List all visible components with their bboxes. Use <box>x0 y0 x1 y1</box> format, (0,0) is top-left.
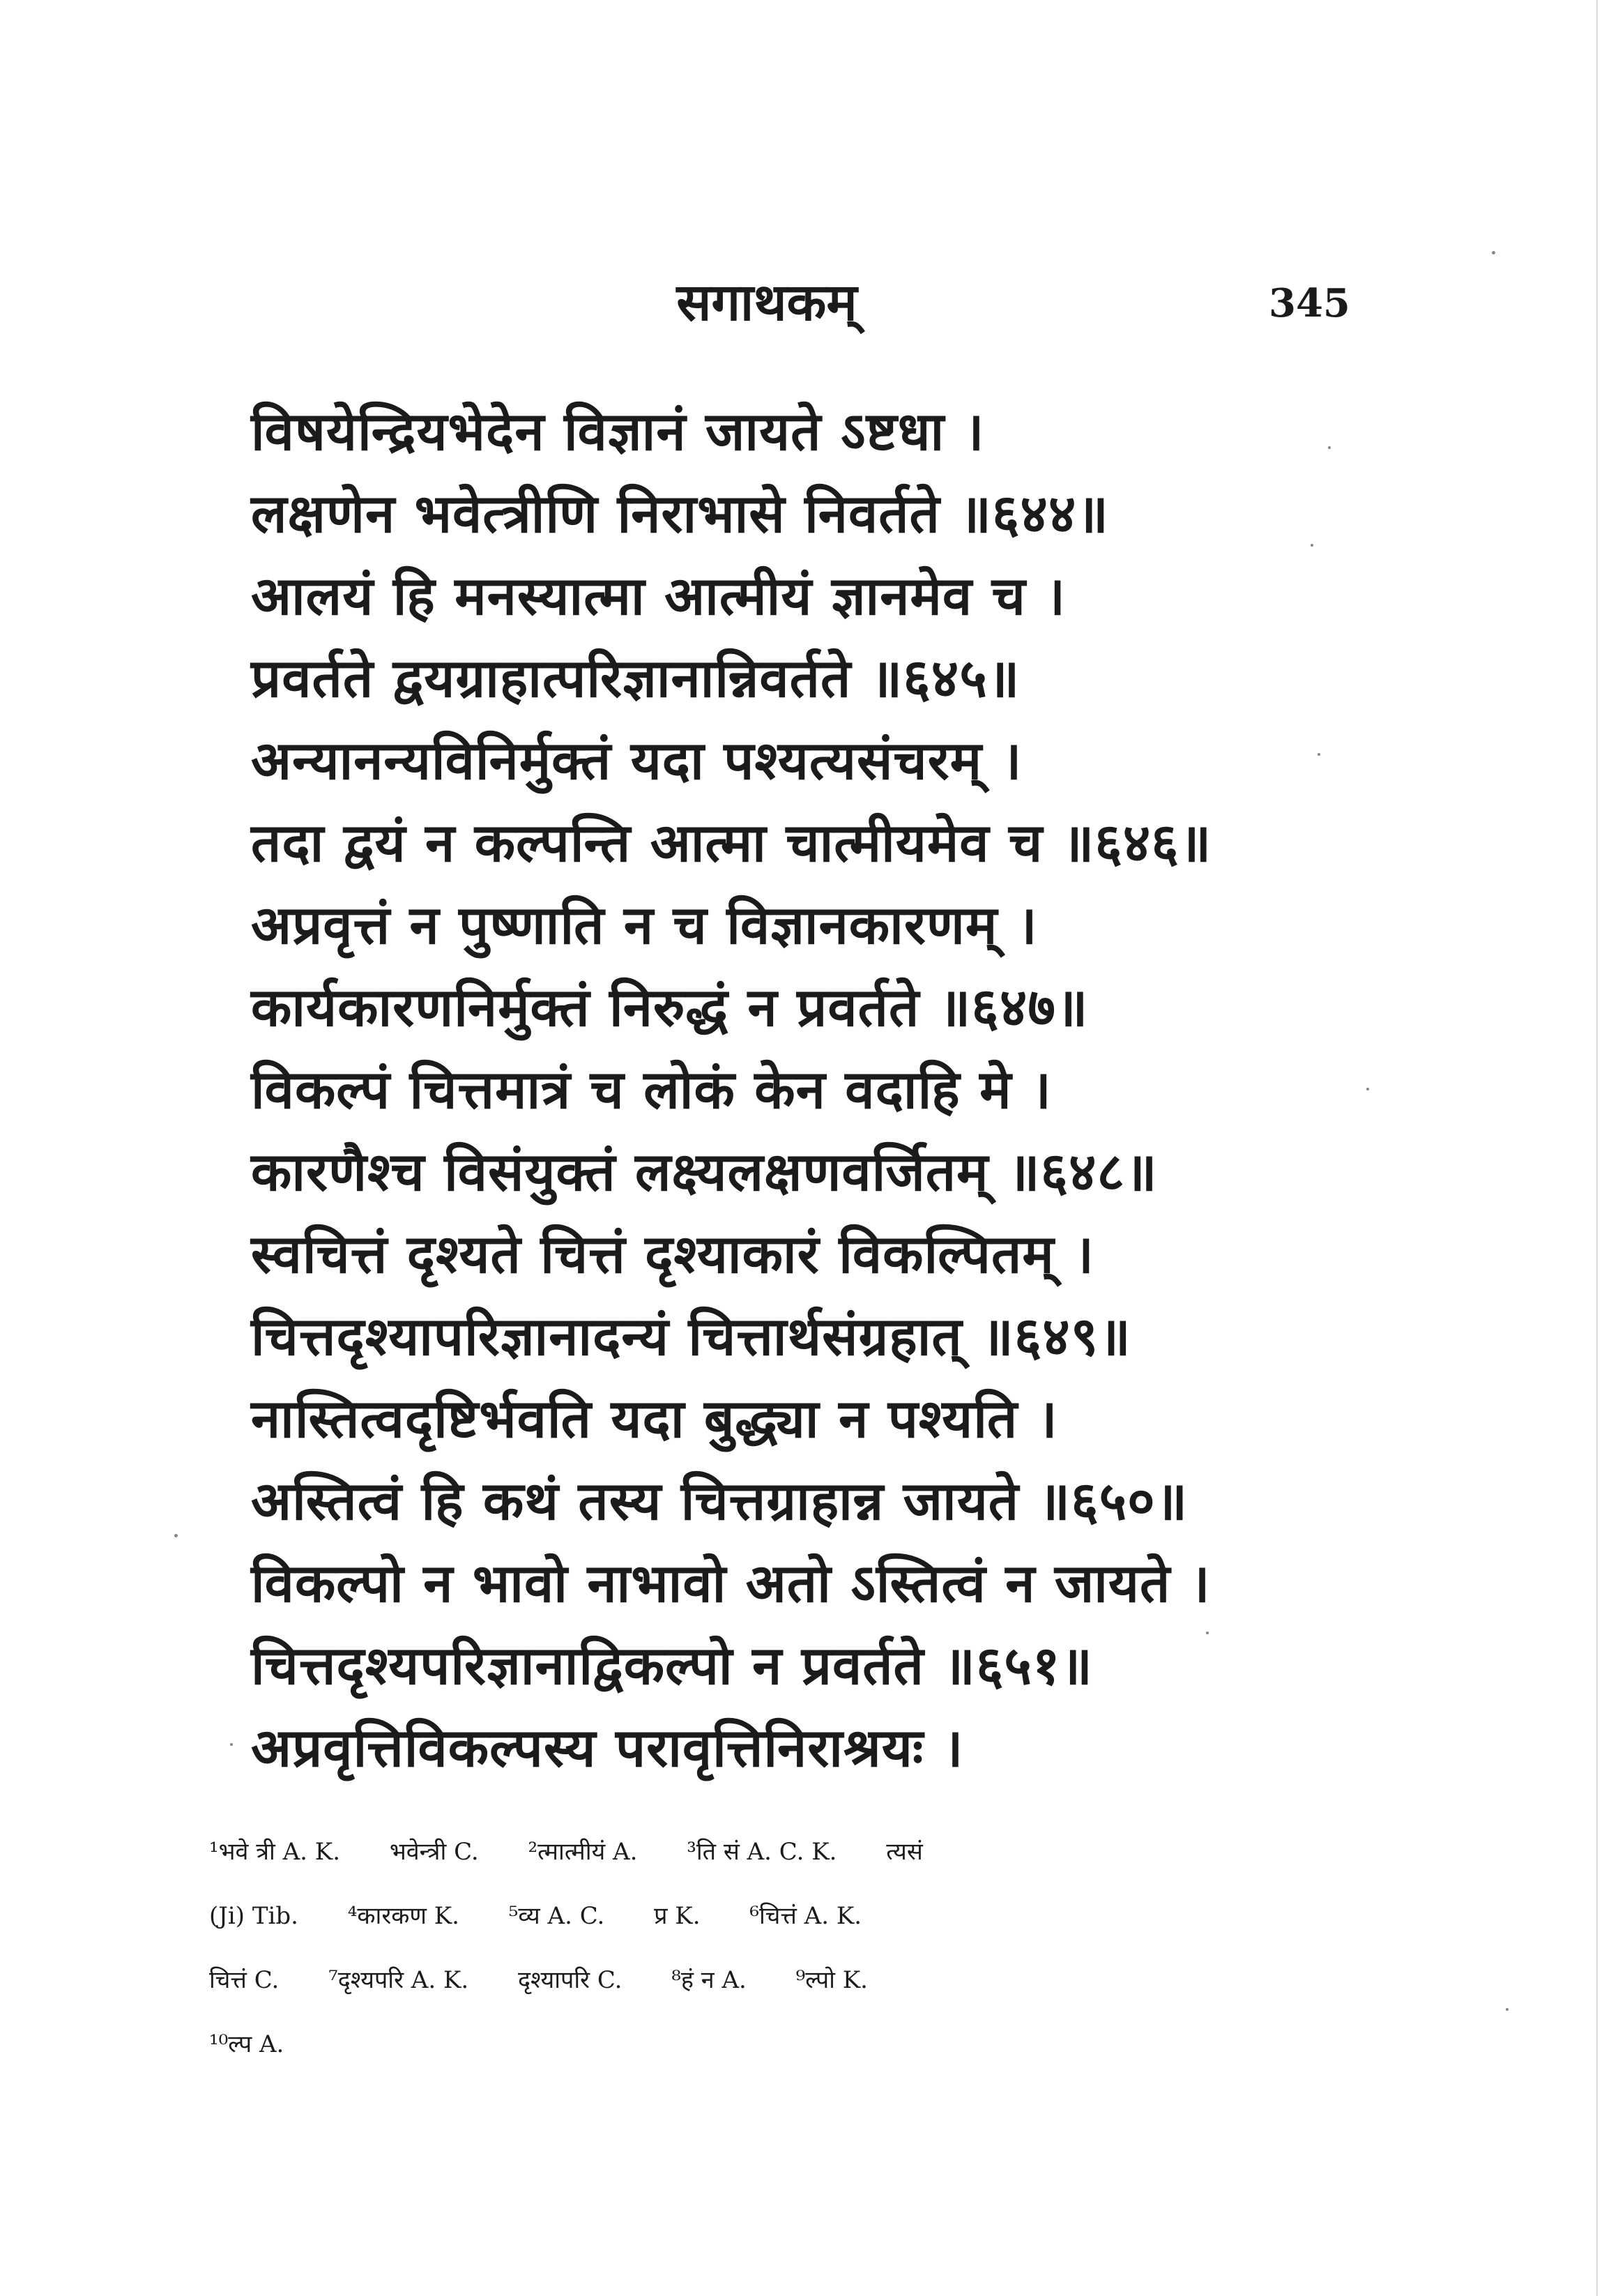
footnote-line <box>209 1820 1394 1884</box>
footnote-line <box>209 2012 1394 2076</box>
footnote-line <box>209 1884 1394 1948</box>
running-head: सगाथकम् <box>676 273 857 333</box>
verse-block <box>251 390 1394 1789</box>
scan-speck <box>1311 544 1313 547</box>
footnote-entry: ⁷दृश्यपरि A. K. <box>328 1966 469 1994</box>
scan-speck <box>1366 1088 1369 1090</box>
verse-line: अन्यानन्यविनिर्मुक्तं यदा पश्यत्यसंचरम् । <box>251 729 1023 791</box>
footnote-entry: (Ji) Tib. <box>209 1902 298 1930</box>
scan-speck <box>174 1534 178 1537</box>
footnote-entry: ²त्मात्मीयं A. <box>528 1838 638 1866</box>
footnote-entry: भवेन्त्री C. <box>389 1838 479 1866</box>
verse-line: कार्यकारणनिर्मुक्तं निरुद्धं न प्रवर्तते ॥६४७॥ <box>251 976 1089 1038</box>
verse-line: प्रवर्तते द्वयग्राहात्परिज्ञानान्निवर्तते ॥६४५॥ <box>251 647 1021 709</box>
footnote-entry: प्र K. <box>654 1902 701 1930</box>
verse-line: अस्तित्वं हि कथं तस्य चित्तग्राहान्न जायते ॥६५०॥ <box>251 1470 1189 1532</box>
scan-speck <box>1206 1632 1209 1634</box>
footnote-entry: ⁹ल्पो K. <box>795 1966 868 1994</box>
footnote-entry: ⁴कारकण K. <box>347 1902 459 1930</box>
footnote-line <box>209 1948 1394 2012</box>
scan-speck <box>1328 446 1331 449</box>
page-number: 345 <box>1269 280 1350 326</box>
verse-line: स्वचित्तं दृश्यते चित्तं दृश्याकारं विकल्पितम् । <box>251 1223 1094 1285</box>
scan-speck <box>1492 251 1495 254</box>
verse-line: चित्तदृश्यापरिज्ञानादन्यं चित्तार्थसंग्रहात् ॥६४९॥ <box>251 1305 1131 1367</box>
verse-line: विकल्पं चित्तमात्रं च लोकं केन वदाहि मे । <box>251 1058 1052 1120</box>
footnotes <box>209 1820 1394 2076</box>
footnote-entry: ¹⁰ल्प A. <box>209 2030 284 2058</box>
scan-speck <box>1318 753 1320 756</box>
verse-line: आलयं हि मनस्यात्मा आत्मीयं ज्ञानमेव च । <box>251 565 1067 627</box>
verse-line: विषयेन्द्रियभेदेन विज्ञानं जायते ऽष्टधा । <box>251 400 985 462</box>
page-edge-line <box>1596 0 1598 2296</box>
scan-speck <box>230 1743 233 1746</box>
scan-speck <box>1506 2008 1509 2011</box>
verse-line: नास्तित्वदृष्टिर्भवति यदा बुद्ध्या न पश्यति । <box>251 1388 1058 1450</box>
footnote-entry: ⁵व्य A. C. <box>508 1902 605 1930</box>
footnote-entry: दृश्यापरि C. <box>518 1966 623 1994</box>
footnote-entry: ⁸हं न A. <box>671 1966 747 1994</box>
verse-line: कारणैश्च विसंयुक्तं लक्ष्यलक्षणवर्जितम् ॥६४८॥ <box>251 1141 1158 1203</box>
verse-line: तदा द्वयं न कल्पन्ति आत्मा चात्मीयमेव च ॥६४६॥ <box>251 812 1212 874</box>
footnote-entry: ⁶चित्तं A. K. <box>749 1902 862 1930</box>
verse-line: विकल्पो न भावो नाभावो अतो ऽस्तित्वं न जायते । <box>251 1552 1211 1614</box>
verse-line: लक्षणेन भवेत्त्रीणि निराभासे निवर्तते ॥६४४॥ <box>251 482 1109 545</box>
verse-line: अप्रवृत्तं न पुष्णाति न च विज्ञानकारणम् । <box>251 894 1038 956</box>
footnote-entry: त्यसं <box>886 1838 923 1866</box>
verse-line: चित्तदृश्यपरिज्ञानाद्विकल्पो न प्रवर्तते ॥६५१॥ <box>251 1634 1093 1696</box>
footnote-entry: चित्तं C. <box>209 1966 280 1994</box>
footnote-entry: ³ति सं A. C. K. <box>687 1838 837 1866</box>
verse-line: अप्रवृत्तिविकल्पस्य परावृत्तिनिराश्रयः । <box>251 1717 964 1779</box>
footnote-entry: ¹भवे त्री A. K. <box>209 1838 341 1866</box>
